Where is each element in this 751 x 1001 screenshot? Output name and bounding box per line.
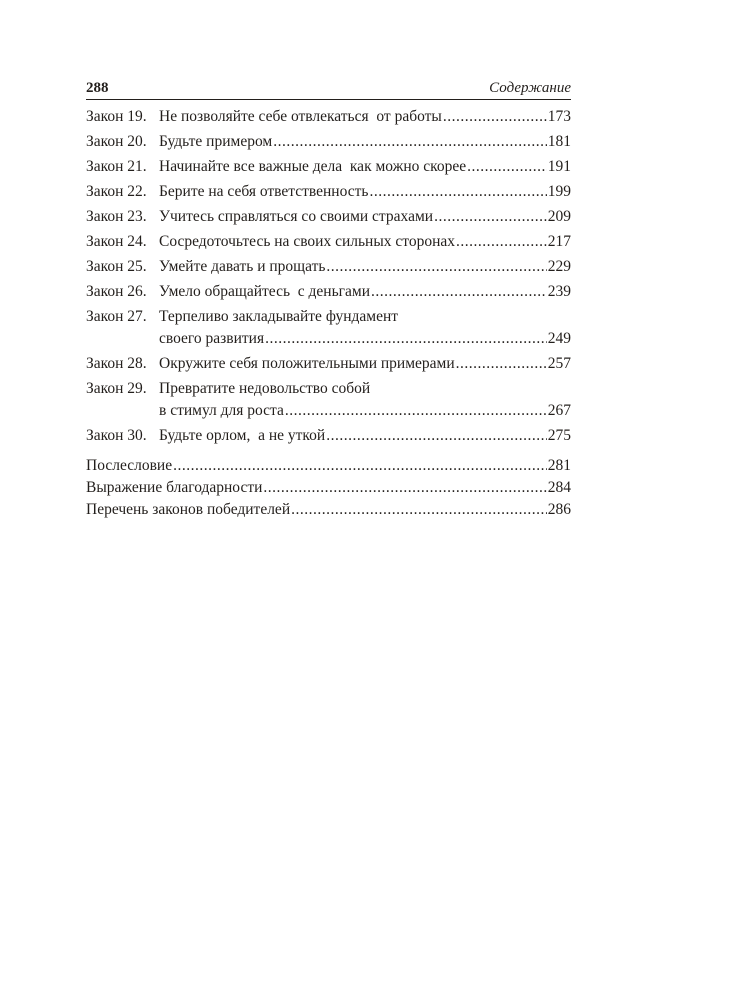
toc-entry-law-20[interactable] — [86, 133, 571, 153]
toc-entry-title: Не позволяйте себе отвлекаться от работы — [159, 108, 442, 125]
toc-entry-afterword[interactable] — [86, 457, 571, 477]
leader-dots — [371, 283, 547, 301]
toc-entry-law-22[interactable] — [86, 183, 571, 203]
toc-entry-line — [159, 108, 571, 126]
toc-entry-line — [86, 457, 571, 475]
toc-entry-law-28[interactable] — [86, 355, 571, 375]
toc-entry-label: Закон 27. — [86, 308, 147, 325]
toc-entry-label: Закон 19. — [86, 108, 147, 125]
toc-entry-list-of-laws[interactable] — [86, 501, 571, 521]
toc-entry-line — [159, 402, 571, 420]
toc-entry-page: 181 — [547, 133, 571, 150]
toc-entry-law-25[interactable] — [86, 258, 571, 278]
leader-dots — [443, 108, 547, 126]
leader-dots — [434, 208, 547, 226]
leader-dots — [285, 402, 547, 420]
leader-dots — [467, 158, 547, 176]
toc-entry-page: 217 — [547, 233, 571, 250]
toc-entry-line — [159, 183, 571, 201]
toc-entry-title: Перечень законов победителей — [86, 501, 291, 518]
leader-dots — [326, 258, 546, 276]
page-header — [86, 78, 571, 98]
toc-entry-label: Закон 24. — [86, 233, 147, 250]
toc-entry-law-27-continued[interactable] — [86, 330, 571, 350]
leader-dots — [263, 479, 546, 497]
toc-entry-label: Закон 20. — [86, 133, 147, 150]
leader-dots — [456, 233, 547, 251]
toc-entry-label: Закон 22. — [86, 183, 147, 200]
leader-dots — [369, 183, 546, 201]
toc-entry-title-line2: в стимул для роста — [159, 402, 284, 419]
toc-entry-line — [159, 158, 571, 176]
toc-entry-title: Сосредоточьтесь на своих сильных сторонах — [159, 233, 456, 250]
toc-entry-law-23[interactable] — [86, 208, 571, 228]
toc-entry-title: Умело обращайтесь с деньгами — [159, 283, 370, 300]
toc-entry-line — [159, 355, 571, 373]
toc-entry-title: Берите на себя ответственность — [159, 183, 369, 200]
toc-entry-line — [86, 479, 571, 497]
leader-dots — [291, 501, 547, 519]
leader-dots — [273, 133, 547, 151]
toc-entry-law-19[interactable] — [86, 108, 571, 128]
toc-entry-law-30[interactable] — [86, 427, 571, 447]
toc-entry-title: Умейте давать и прощать — [159, 258, 326, 275]
toc-entry-page: 281 — [547, 457, 571, 474]
toc-entry-law-29-continued[interactable] — [86, 402, 571, 422]
toc-entry-label: Закон 26. — [86, 283, 147, 300]
toc-entry-label: Закон 21. — [86, 158, 147, 175]
toc-entry-acknowledgements[interactable] — [86, 479, 571, 499]
toc-entry-page: 257 — [547, 355, 571, 372]
toc-entry-title: Будьте примером — [159, 133, 273, 150]
toc-entry-line — [159, 208, 571, 226]
leader-dots — [265, 330, 547, 348]
toc-entry-line — [159, 283, 571, 301]
header-rule — [86, 99, 571, 100]
toc-entry-title: Начинайте все важные дела как можно скорее — [159, 158, 467, 175]
leader-dots — [326, 427, 547, 445]
toc-entry-title: Будьте орлом, а не уткой — [159, 427, 326, 444]
toc-entry-page: 199 — [547, 183, 571, 200]
toc-entry-title-line1: Терпеливо закладывайте фундамент — [159, 308, 399, 325]
toc-entry-line — [159, 258, 571, 276]
toc-entry-page: 267 — [547, 402, 571, 419]
toc-entry-title-line2: своего развития — [159, 330, 265, 347]
running-title: Содержание — [489, 80, 571, 96]
toc-entry-page: 229 — [547, 258, 571, 275]
toc-entry-page: 249 — [547, 330, 571, 347]
toc-entry-page: 275 — [547, 427, 571, 444]
toc-entry-title: Учитесь справляться со своими страхами — [159, 208, 434, 225]
toc-entry-law-27[interactable] — [86, 308, 571, 328]
toc-entry-page: 191 — [547, 158, 571, 175]
toc-entry-line — [159, 427, 571, 445]
toc-entry-law-21[interactable] — [86, 158, 571, 178]
toc-entry-page: 284 — [547, 479, 571, 496]
toc-entry-title: Послесловие — [86, 457, 173, 474]
toc-entry-law-24[interactable] — [86, 233, 571, 253]
leader-dots — [456, 355, 547, 373]
toc-entry-label: Закон 28. — [86, 355, 147, 372]
toc-entry-line — [159, 330, 571, 348]
page-number: 288 — [86, 80, 109, 96]
toc-entry-title: Окружите себя положительными примерами — [159, 355, 455, 372]
leader-dots — [173, 457, 547, 475]
toc-entry-label: Закон 30. — [86, 427, 147, 444]
toc-entry-title: Выражение благодарности — [86, 479, 263, 496]
book-page — [86, 78, 571, 518]
toc-entry-page: 286 — [547, 501, 571, 518]
toc-entry-label: Закон 25. — [86, 258, 147, 275]
toc-entry-page: 209 — [547, 208, 571, 225]
toc-entry-title-line1: Превратите недовольство собой — [159, 380, 371, 397]
toc-entry-line — [159, 133, 571, 151]
toc-entry-page: 239 — [547, 283, 571, 300]
toc-entry-law-26[interactable] — [86, 283, 571, 303]
toc-entry-page: 173 — [547, 108, 571, 125]
toc-entry-law-29[interactable] — [86, 380, 571, 400]
toc-entry-label: Закон 29. — [86, 380, 147, 397]
toc-entry-line — [159, 233, 571, 251]
toc-entry-label: Закон 23. — [86, 208, 147, 225]
toc-entry-line — [86, 501, 571, 519]
